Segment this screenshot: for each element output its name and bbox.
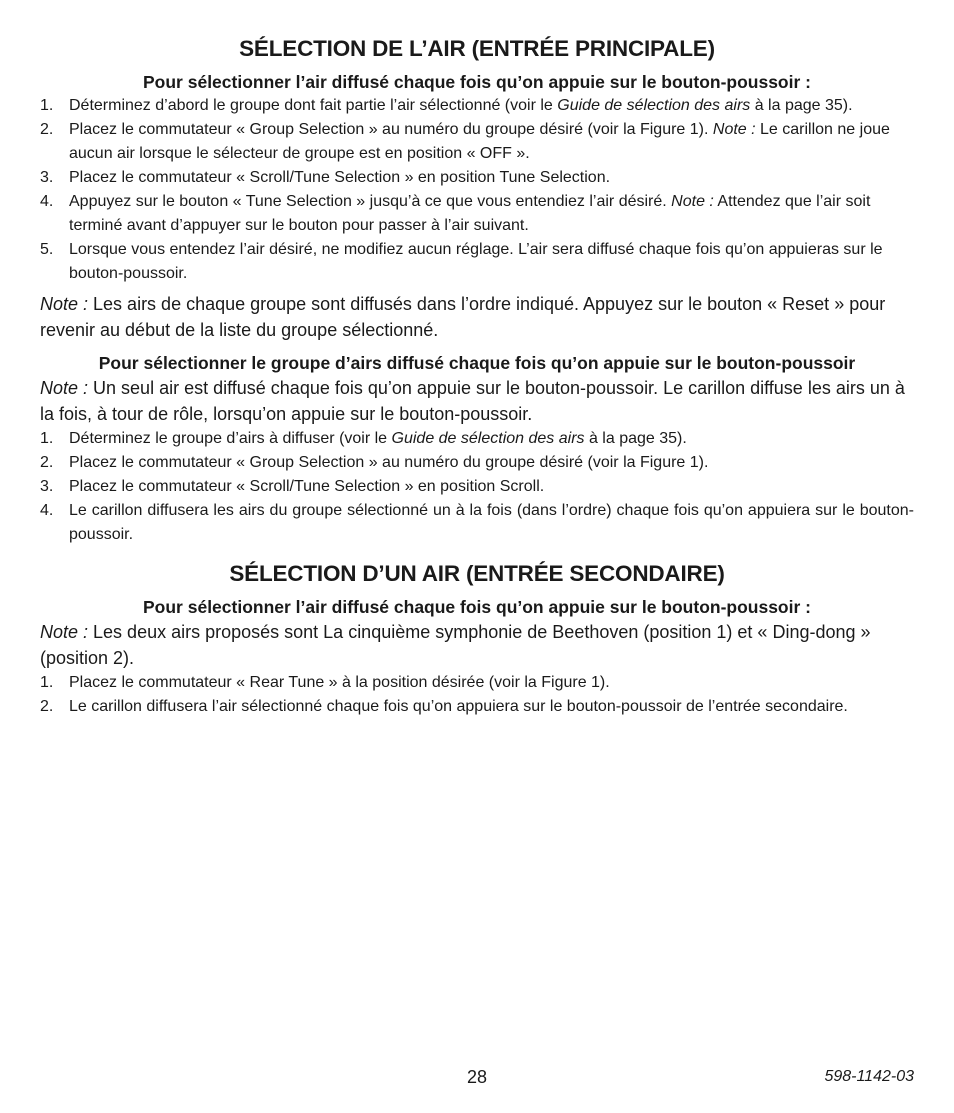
page-number: 28 (466, 1067, 488, 1087)
list-item: 1. Déterminez d’abord le groupe dont fait partie l’air sélectionné (voir le Guide de sélection des airs à la page 35). (40, 97, 853, 114)
list-item: 2. Le carillon diffusera l’air sélectionné chaque fois qu’on appuiera sur le bouton-poussoir de l’entrée secondaire. (40, 698, 848, 715)
section-title-main-entry: SÉLECTION DE L’AIR (ENTRÉE PRINCIPALE) (239, 36, 715, 61)
list-item: 2. Placez le commutateur « Group Selection » au numéro du groupe désiré (voir la Figure 1). (40, 454, 709, 471)
note-paragraph: Note : Un seul air est diffusé chaque fois qu’on appuie sur le bouton-poussoir. Le carillon diffuse les airs un à la fois, à tour de rôle, lorsqu’on appuie sur le bouton-poussoir. (40, 378, 905, 424)
steps-select-tune (40, 94, 914, 286)
list-item: 3. Placez le commutateur « Scroll/Tune Selection » en position Tune Selection. (40, 169, 611, 186)
list-item: 5. Lorsque vous entendez l’air désiré, ne modifiez aucun réglage. L’air sera diffusé chaque fois qu’on appuieras sur le bouton-poussoir. (40, 241, 883, 282)
list-item: 2. Placez le commutateur « Group Selection » au numéro du groupe désiré (voir la Figure 1). Note : Le carillon ne joue aucun air lorsque le sélecteur de groupe est en position « OFF ». (40, 121, 890, 162)
subheading-select-tune: Pour sélectionner l’air diffusé chaque fois qu’on appuie sur le bouton-poussoir : (143, 72, 811, 92)
list-item: 4. Appuyez sur le bouton « Tune Selection » jusqu’à ce que vous entendiez l’air désiré. Note : Attendez que l’air soit terminé avant d’appuyer sur le bouton pour passer à l’air suivant. (40, 193, 871, 234)
note-paragraph: Note : Les deux airs proposés sont La cinquième symphonie de Beethoven (position 1) et « Ding-dong » (position 2). (40, 622, 871, 668)
list-item: 1. Déterminez le groupe d’airs à diffuser (voir le Guide de sélection des airs à la page 35). (40, 430, 687, 447)
steps-select-group (40, 427, 914, 547)
list-item: 4. Le carillon diffusera les airs du groupe sélectionné un à la fois (dans l’ordre) chaque fois qu’on appuiera sur le bouton-poussoir. (40, 502, 914, 543)
document-number: 598-1142-03 (824, 1068, 914, 1085)
section-title-secondary-entry: SÉLECTION D’UN AIR (ENTRÉE SECONDAIRE) (229, 561, 725, 586)
document-page (40, 36, 914, 719)
subheading-select-group: Pour sélectionner le groupe d’airs diffusé chaque fois qu’on appuie sur le bouton-poussoir (98, 353, 856, 373)
note-paragraph: Note : Les airs de chaque groupe sont diffusés dans l’ordre indiqué. Appuyez sur le bouton « Reset » pour revenir au début de la liste du groupe sélectionné. (40, 294, 886, 340)
steps-select-rear-tune (40, 671, 914, 719)
list-item: 3. Placez le commutateur « Scroll/Tune Selection » en position Scroll. (40, 478, 545, 495)
list-item: 1. Placez le commutateur « Rear Tune » à la position désirée (voir la Figure 1). (40, 674, 610, 691)
subheading-select-rear-tune: Pour sélectionner l’air diffusé chaque fois qu’on appuie sur le bouton-poussoir : (143, 597, 811, 617)
